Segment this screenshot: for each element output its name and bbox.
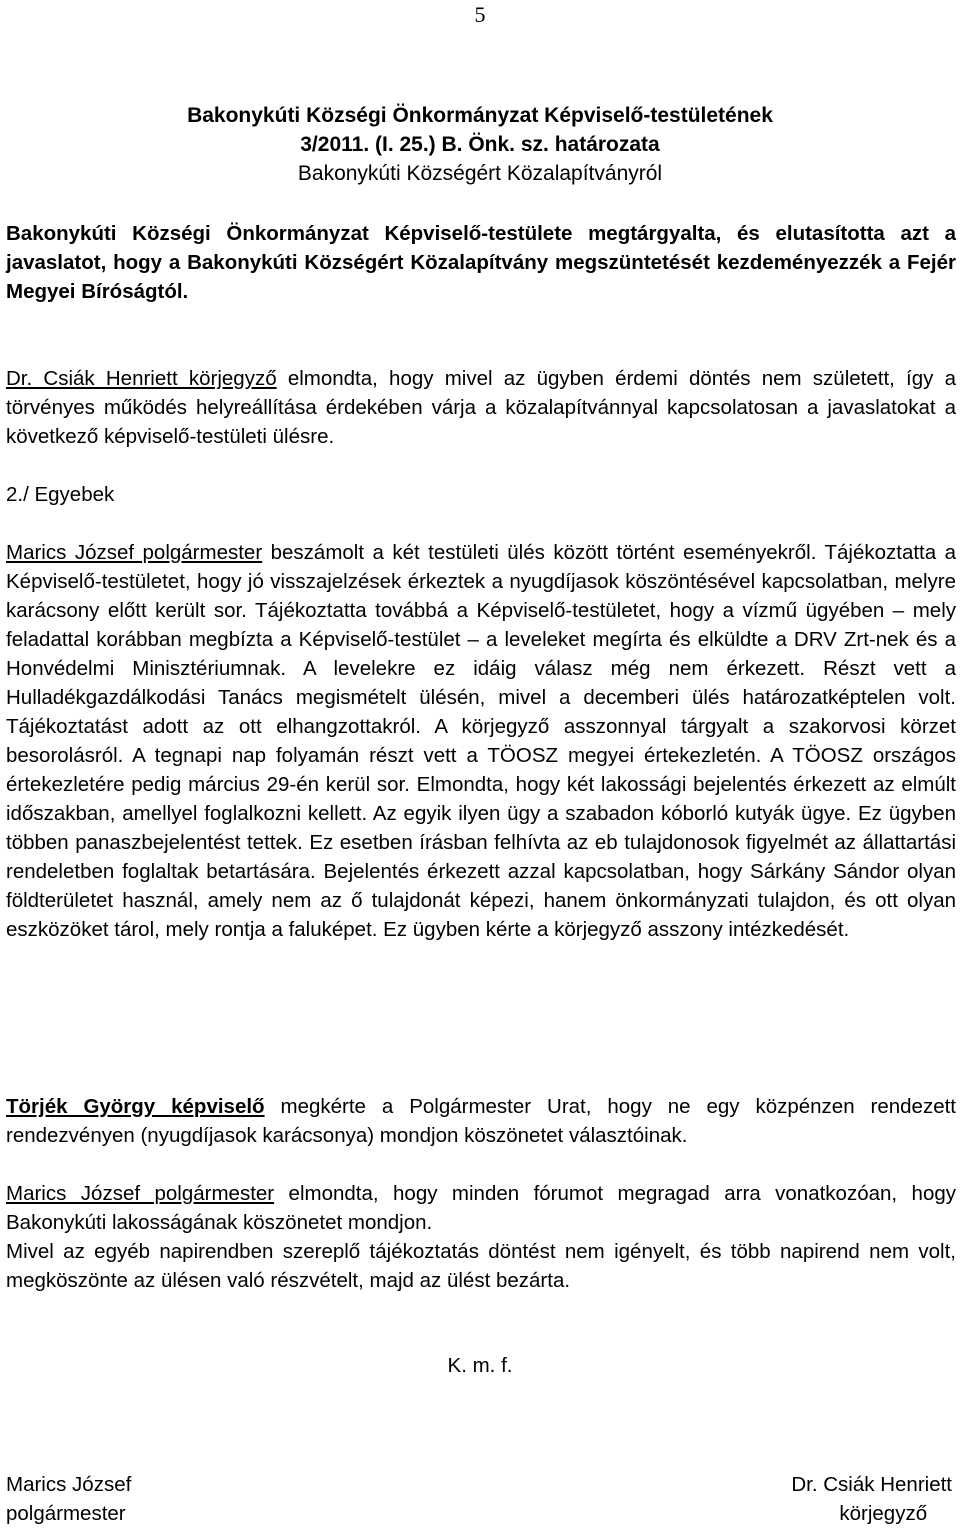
signature-left (6, 1470, 131, 1528)
signature-left-name: Marics József (6, 1473, 132, 1496)
page-number: 5 (474, 2, 486, 27)
signature-right-name: Dr. Csiák Henriett (791, 1473, 952, 1496)
paragraph-csiak (6, 364, 956, 451)
paragraph-text: megkérte a Polgármester Urat, hogy ne egy közpénzen rendezett rendezvényen (nyugdíjasok karácsonya) mondjon köszönetet választóinak. (6, 1095, 956, 1147)
signature-right (791, 1470, 952, 1528)
paragraph-text: beszámolt a két testületi ülés között történt eseményekről. Tájékoztatta a Képviselő-testületet, hogy jó visszajelzések érkeztek a nyugdíjasok köszöntésével kapcsolatban, melyre karácsony előtt került sor. Tájékoztatta továbbá a Képviselő-testületet, hogy a vízmű ügyében – mely feladattal korábban megbízta a Képviselő-testület – a leveleket megírta és elküldte a DRV Zrt-nek és a Honvédelmi Minisztériumnak. A levelekre ez idáig válasz még nem érkezett. Részt vett a Hulladékgazdálkodási Tanács megismételt ülésén, mivel a decemberi ülés határozatképtelen volt. Tájékoztatást adott az ott elhangzottakról. A körjegyző asszonnyal tárgyalt a szakorvosi körzet besorolásról. A tegnapi nap folyamán részt vett a TÖOSZ megyei értekezletén. A TÖOSZ országos értekezletére pedig március 29-én kerül sor. Elmondta, hogy két lakossági bejelentés érkezett az elmúlt időszakban, amellyel foglalkozni kellett. Az egyik ilyen ügy a szabadon kóborló kutyák ügye. Ez ügyben többen panaszbejelentést tettek. Ez esetben írásban felhívta az eb tulajdonosok figyelmét az állattartási rendeletben foglaltak betartására. Bejelentés érkezett azzal kapcsolatban, hogy Sárkány Sándor olyan földterületet használ, amely nem az ő tulajdonát képezi, hanem önkormányzati tulajdon, és ott olyan eszközöket tárol, mely rontja a faluképet. Ez ügyben kérte a körjegyző asszony intézkedését. (6, 541, 956, 941)
title-line-2: 3/2011. (I. 25.) B. Önk. sz. határozata (300, 133, 660, 156)
paragraph-torjek (6, 1092, 956, 1150)
paragraph-text: elmondta, hogy mivel az ügyben érdemi döntés nem született, így a törvényes működés helyreállítása érdekében várja a közalapítvánnyal kapcsolatosan a javaslatokat a következő képviselő-testületi ülésre. (6, 367, 956, 448)
speaker-name: Marics József polgármester (6, 541, 263, 564)
section-heading: 2./ Egyebek (6, 483, 115, 506)
title-line-1: Bakonykúti Községi Önkormányzat Képviselő-testületének (187, 104, 773, 127)
kmf-marker: K. m. f. (447, 1354, 513, 1377)
speaker-name: Dr. Csiák Henriett körjegyző (6, 367, 277, 390)
title-line-3: Bakonykúti Községért Közalapítványról (297, 162, 663, 185)
paragraph-marics-reply (6, 1179, 956, 1237)
paragraph-closing: Mivel az egyéb napirendben szereplő tájékoztatás döntést nem igényelt, és több napirend nem volt, megköszönte az ülésen való részvételt, majd az ülést bezárta. (6, 1240, 956, 1292)
resolution-title (0, 101, 960, 188)
speaker-name: Törjék György képviselő (6, 1095, 265, 1118)
paragraph-text: elmondta, hogy minden fórumot megragad arra vonatkozóan, hogy Bakonykúti lakosságának köszönetet mondjon. (6, 1182, 956, 1234)
paragraph-marics-report (6, 538, 956, 944)
resolution-text: Bakonykúti Községi Önkormányzat Képviselő-testülete megtárgyalta, és elutasította azt a javaslatot, hogy a Bakonykúti Községért Közalapítvány megszüntetését kezdeményezzék a Fejér Megyei Bíróságtól. (6, 222, 956, 303)
signature-left-title: polgármester (6, 1502, 126, 1525)
signature-right-title: körjegyző (839, 1502, 928, 1525)
speaker-name: Marics József polgármester (6, 1182, 275, 1205)
